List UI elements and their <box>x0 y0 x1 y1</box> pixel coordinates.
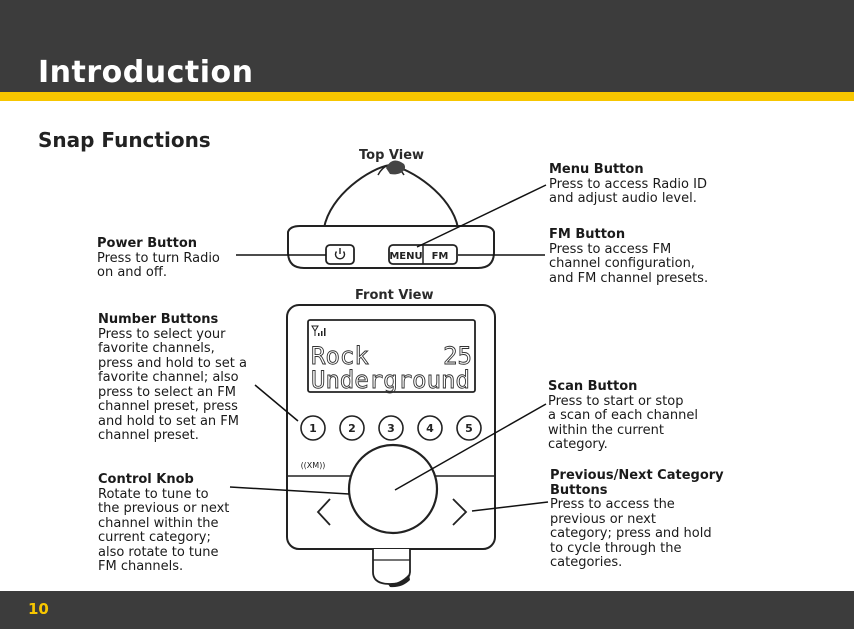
callout-line: favorite channels, <box>98 341 215 356</box>
callout-line: Press to access the <box>550 497 675 512</box>
top-view <box>288 161 494 268</box>
callout-line: previous or next <box>550 511 656 527</box>
number-button-label: 5 <box>465 422 473 435</box>
callout-line: and hold to set an FM <box>98 413 239 429</box>
callout-number-buttons <box>98 313 247 444</box>
page-footer <box>0 591 854 629</box>
callout-line: a scan of each channel <box>548 408 698 423</box>
callout-title: Scan Button <box>548 379 638 394</box>
callout-line: press and hold to set a <box>98 355 247 371</box>
callout-line: categories. <box>550 555 623 570</box>
callout-power-button <box>97 237 220 281</box>
control-knob[interactable] <box>349 445 437 533</box>
display-category: Rock <box>311 342 369 370</box>
section-title: Snap Functions <box>38 128 211 152</box>
callout-line: press to select an FM <box>98 384 236 400</box>
front-view <box>287 305 495 587</box>
menu-button[interactable]: MENU <box>389 251 423 262</box>
callout-line: Press to select your <box>98 326 226 342</box>
callout-title: Previous/Next Category <box>550 468 724 483</box>
callout-line: and FM channel presets. <box>549 270 709 286</box>
number-button-1[interactable] <box>301 416 325 440</box>
callout-menu-button <box>549 163 707 207</box>
front-view-label: Front View <box>355 288 434 303</box>
callout-title: Control Knob <box>98 472 194 487</box>
top-view-label: Top View <box>359 148 425 163</box>
callout-line: within the current <box>548 422 664 438</box>
number-button-3[interactable] <box>379 416 403 440</box>
callout-title: Menu Button <box>549 162 644 177</box>
callout-line: category. <box>548 437 608 452</box>
display-channel-number: 25 <box>443 342 472 370</box>
power-button[interactable] <box>326 245 354 264</box>
callout-title: Number Buttons <box>98 312 219 327</box>
callout-fm-button <box>549 228 708 286</box>
number-button-label: 4 <box>426 422 434 435</box>
number-button-5[interactable] <box>457 416 481 440</box>
display-channel-name: Underground <box>311 366 470 394</box>
callout-scan-button <box>548 380 698 453</box>
callout-control-knob <box>98 473 229 575</box>
callout-title: Buttons <box>550 482 608 498</box>
page-number: 10 <box>28 600 49 618</box>
callout-line: channel within the <box>98 515 219 531</box>
fm-button[interactable]: FM <box>431 251 449 262</box>
xm-logo: ((XM)) <box>300 461 326 470</box>
number-button-label: 3 <box>387 422 395 435</box>
callout-title: Power Button <box>97 236 198 251</box>
number-button-4[interactable] <box>418 416 442 440</box>
callout-prev-next-buttons <box>550 469 724 571</box>
callout-line: Press to access Radio ID <box>549 176 707 192</box>
callout-line: to cycle through the <box>550 540 682 556</box>
callout-line: Press to start or stop <box>548 393 684 409</box>
number-button-2[interactable] <box>340 416 364 440</box>
callout-line: Press to turn Radio <box>97 250 220 266</box>
callout-line: Rotate to tune to <box>98 486 209 502</box>
callout-line: FM channels. <box>98 559 184 574</box>
number-button-label: 2 <box>348 422 356 435</box>
number-button-label: 1 <box>309 422 317 435</box>
callout-line: category; press and hold <box>550 526 712 541</box>
callout-title: FM Button <box>549 227 626 242</box>
callout-line: channel preset, press <box>98 399 238 414</box>
callout-line: the previous or next <box>98 501 230 516</box>
callout-line: Press to access FM <box>549 241 672 257</box>
callout-line: and adjust audio level. <box>549 191 697 206</box>
callout-line: on and off. <box>97 265 167 280</box>
callout-line: current category; <box>98 530 211 545</box>
callout-line: channel preset. <box>98 428 199 443</box>
callout-line: favorite channel; also <box>98 370 239 385</box>
callout-line: also rotate to tune <box>98 544 219 560</box>
chapter-title: Introduction <box>38 55 254 90</box>
callout-line: channel configuration, <box>549 256 695 271</box>
